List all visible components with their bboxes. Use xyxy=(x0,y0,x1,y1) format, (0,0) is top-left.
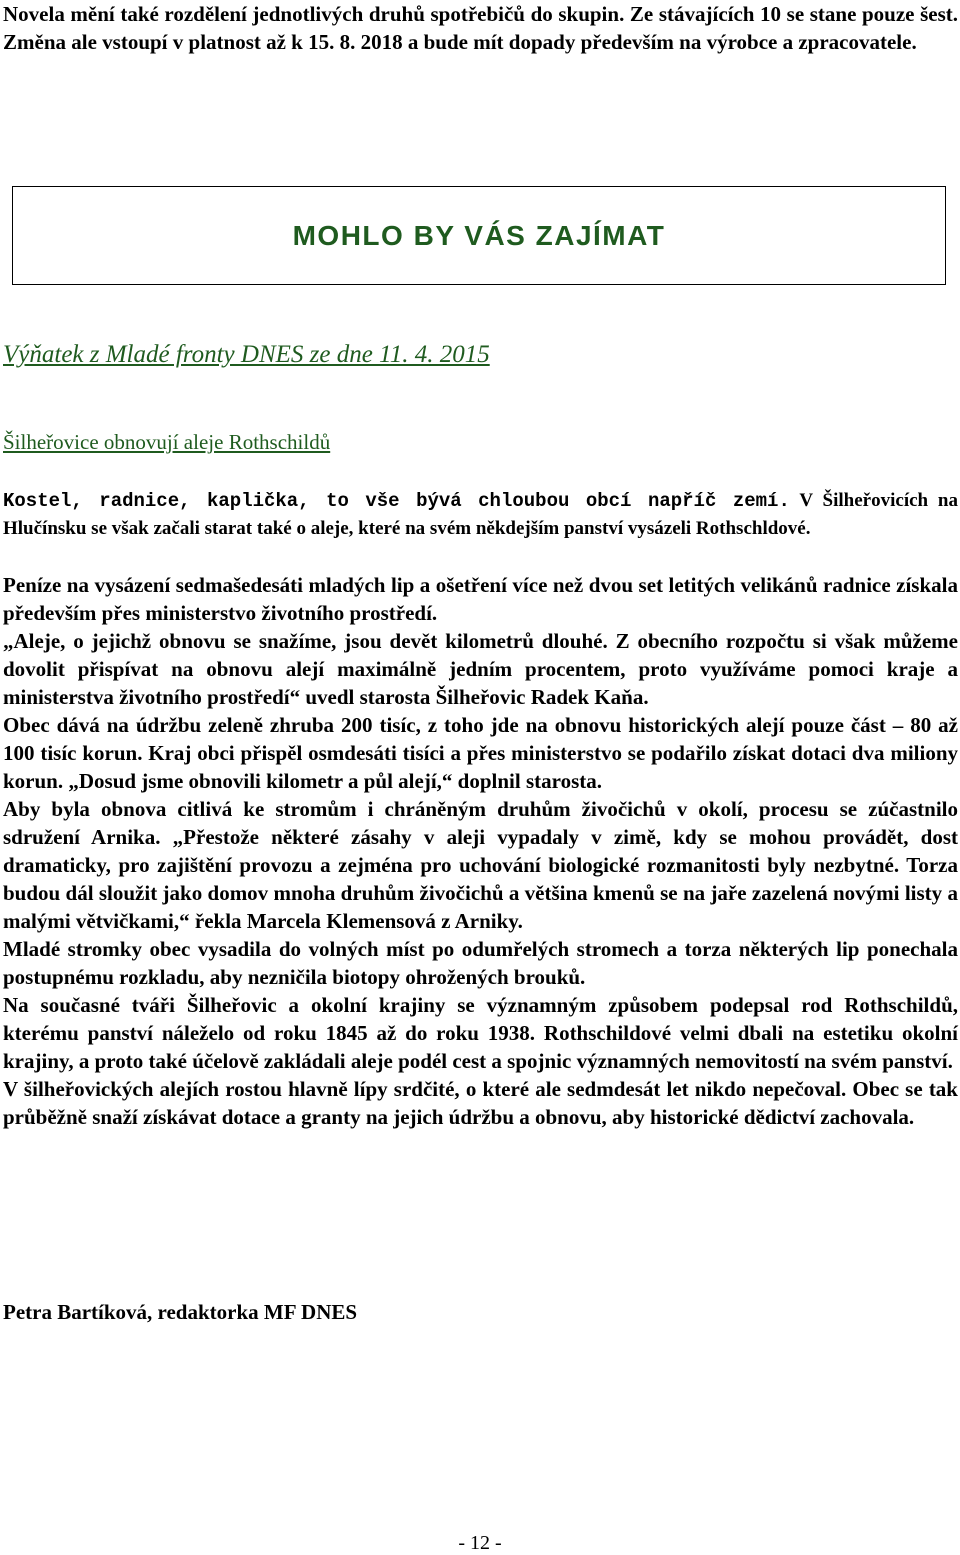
body-paragraph: Obec dává na údržbu zeleně zhruba 200 tisíc, z toho jde na obnovu historických alejí pouze část – 80 až 100 tisíc korun. Kraj obci přispěl osmdesáti tisíci a přes ministerstvo se podařilo získat dotaci dva miliony korun. „Dosud jsme obnovili kilometr a půl alejí,“ doplnil starosta. xyxy=(3,713,958,793)
article-body xyxy=(3,571,958,1131)
body-paragraph: Na současné tváři Šilheřovic a okolní krajiny se významným způsobem podepsal rod Rothschildů, kterému panství náleželo od roku 1845 až do roku 1938. Rothschildové velmi dbali na estetiku okolní krajiny, a proto také účelově zakládali aleje podél cest a spojnic významných nemovitostí na svém panství. xyxy=(3,993,958,1073)
article-title: Šilheřovice obnovují aleje Rothschildů xyxy=(3,430,331,454)
article-lead xyxy=(3,487,958,543)
box-title: MOHLO BY VÁS ZAJÍMAT xyxy=(292,219,666,251)
body-paragraph: Aby byla obnova citlivá ke stromům i chráněným druhům živočichů v okolí, procesu se zúčastnilo sdružení Arnika. „Přestože některé zásahy v aleji vypadaly v zimě, kdy se mohou provádět, dost dramaticky, pro zajištění provozu a zejména pro uchování biologické rozmanitosti byly nezbytné. Torza budou dál sloužit jako domov mnoha druhům živočichů a většina kmenů se na jaře zazelená novými listy a malými větvičkami,“ řekla Marcela Klemensová z Arniky. xyxy=(3,797,958,933)
source-line: Výňatek z Mladé fronty DNES ze dne 11. 4. 2015 xyxy=(3,341,490,368)
author-signature: Petra Bartíková, redaktorka MF DNES xyxy=(3,1300,358,1324)
intro-paragraph: Novela mění také rozdělení jednotlivých druhů spotřebičů do skupin. Ze stávajících 10 se stane pouze šest. Změna ale vstoupí v platnost až k 15. 8. 2018 a bude mít dopady především na výrobce a zpracovatele. xyxy=(3,2,958,54)
highlight-box xyxy=(12,186,946,285)
body-paragraph: „Aleje, o jejichž obnovu se snažíme, jsou devět kilometrů dlouhé. Z obecního rozpočtu si však můžeme dovolit přispívat na obnovu alejí maximálně jedním procentem, proto využíváme pomoci kraje a ministerstva životního prostředí“ uvedl starosta Šilheřovic Radek Kaňa. xyxy=(3,629,958,709)
article-lead-mono: Kostel, radnice, kaplička, to vše bývá chloubou obcí napříč zemí. xyxy=(3,490,790,512)
body-paragraph: Peníze na vysázení sedmašedesáti mladých lip a ošetření více než dvou set letitých velikánů radnice získala především přes ministerstvo životního prostředí. xyxy=(3,573,958,625)
page-number: - 12 - xyxy=(458,1532,502,1554)
article-lead-rest: V Šilheřovicích na Hlučínsku se však začali starat také o aleje, které na svém někdejším panství vysázeli Rothschldové. xyxy=(3,490,959,539)
body-paragraph: Mladé stromky obec vysadila do volných míst po odumřelých stromech a torza některých lip ponechala postupnému rozkladu, aby nezničila biotopy ohrožených brouků. xyxy=(3,937,958,989)
body-paragraph: V šilheřovických alejích rostou hlavně lípy srdčité, o které ale sedmdesát let nikdo nepečoval. Obec se tak průběžně snaží získávat dotace a granty na jejich údržbu a obnovu, aby historické dědictví zachovala. xyxy=(3,1077,958,1129)
